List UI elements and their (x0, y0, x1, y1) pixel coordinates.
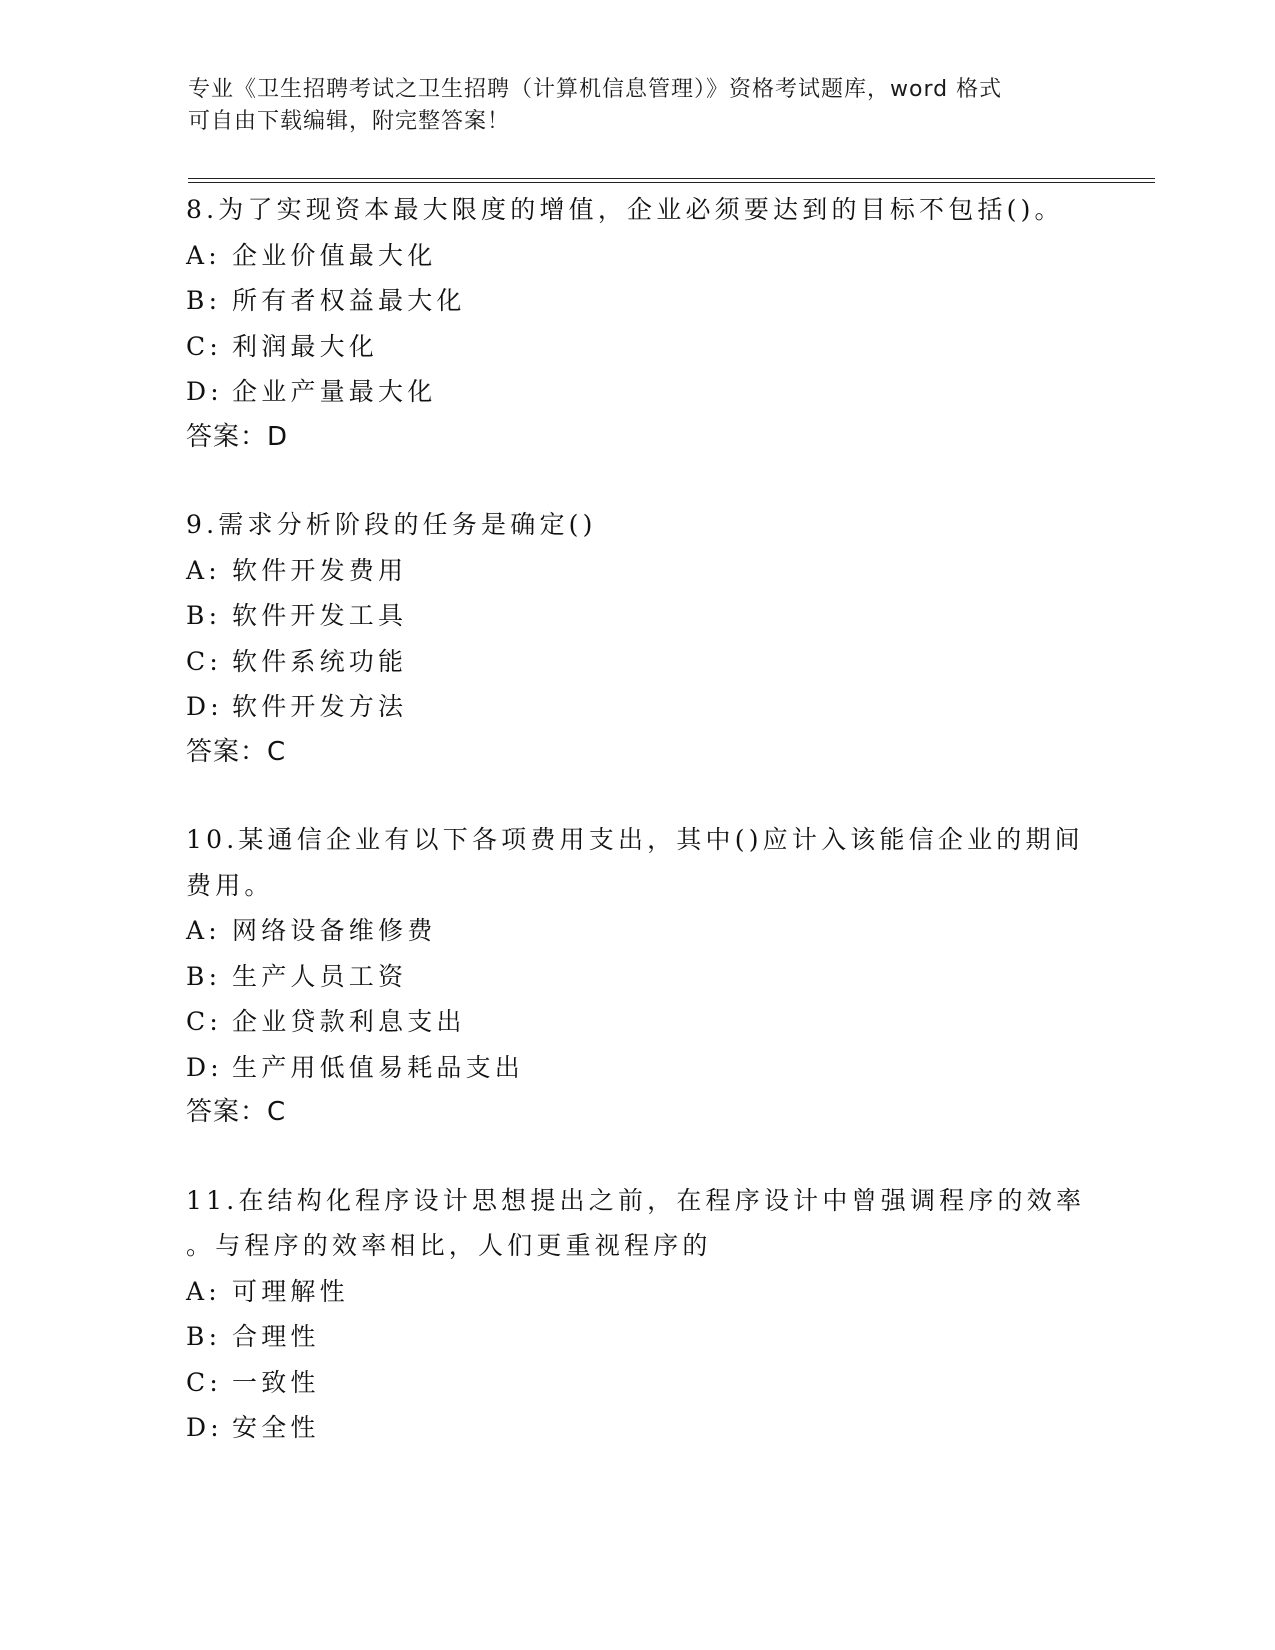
question-11 (186, 1178, 1086, 1451)
option-d (186, 1405, 1086, 1451)
option-c (186, 999, 1086, 1045)
option-b (186, 954, 1086, 1000)
option-text: 企业价值最大化 (232, 240, 437, 270)
option-text: 生产人员工资 (232, 961, 408, 991)
question-text-continued: 费用。 (186, 870, 274, 900)
option-key: A: (186, 240, 221, 270)
header-line-1: 专业《卫生招聘考试之卫生招聘（计算机信息管理）》资格考试题库，word 格式 (188, 77, 1003, 102)
option-text: 软件开发费用 (232, 555, 408, 585)
question-text: 8.为了实现资本最大限度的增值，企业必须要达到的目标不包括()。 (186, 195, 1064, 224)
question-list (186, 187, 1086, 1493)
answer-label: 答案：C (186, 1097, 287, 1127)
option-text: 网络设备维修费 (232, 916, 437, 945)
option-d (186, 1045, 1086, 1091)
option-key: B: (186, 286, 222, 315)
answer-label: 答案：C (186, 736, 287, 767)
option-a (186, 1269, 1086, 1315)
option-text: 合理性 (232, 1322, 320, 1351)
question-10 (186, 817, 1086, 1136)
question-8 (186, 187, 1086, 460)
option-b (186, 1314, 1086, 1360)
option-text: 安全性 (232, 1413, 320, 1442)
option-a (186, 233, 1086, 279)
option-key: C: (186, 1367, 222, 1397)
option-text: 利润最大化 (232, 331, 379, 361)
option-c (186, 324, 1086, 370)
option-key: D: (186, 1052, 223, 1082)
option-key: D: (186, 377, 223, 406)
option-a (186, 548, 1086, 594)
option-b (186, 593, 1086, 639)
option-c (186, 1360, 1086, 1406)
option-key: A: (186, 916, 221, 945)
option-text: 生产用低值易耗品支出 (232, 1052, 525, 1082)
option-key: C: (186, 331, 222, 361)
option-text: 软件系统功能 (232, 646, 408, 676)
option-text: 企业产量最大化 (232, 377, 437, 406)
option-key: D: (186, 1413, 223, 1442)
option-b (186, 278, 1086, 324)
option-text: 软件开发方法 (232, 692, 408, 721)
option-key: A: (186, 1276, 221, 1306)
option-a (186, 908, 1086, 954)
question-text-continued: 。与程序的效率相比，人们更重视程序的 (186, 1231, 712, 1260)
header-divider (188, 178, 1155, 183)
question-text: 10.某通信企业有以下各项费用支出，其中()应计入该能信企业的期间 (186, 825, 1084, 854)
option-key: C: (186, 1007, 222, 1036)
option-c (186, 639, 1086, 685)
option-text: 所有者权益最大化 (232, 286, 466, 315)
document-header (188, 74, 1068, 138)
option-d (186, 369, 1086, 415)
option-key: C: (186, 646, 222, 676)
option-text: 企业贷款利息支出 (232, 1007, 466, 1036)
answer-label: 答案：D (186, 421, 289, 452)
option-text: 软件开发工具 (232, 601, 408, 630)
option-key: B: (186, 601, 222, 630)
option-key: B: (186, 961, 222, 991)
option-key: A: (186, 555, 221, 585)
header-line-2: 可自由下载编辑，附完整答案！ (188, 109, 511, 134)
option-key: D: (186, 692, 223, 721)
question-9 (186, 502, 1086, 775)
question-text: 9.需求分析阶段的任务是确定() (186, 510, 597, 539)
option-d (186, 684, 1086, 730)
option-text: 可理解性 (232, 1276, 349, 1306)
option-key: B: (186, 1322, 222, 1351)
question-text: 11.在结构化程序设计思想提出之前，在程序设计中曾强调程序的效率 (186, 1185, 1086, 1215)
option-text: 一致性 (232, 1367, 320, 1397)
